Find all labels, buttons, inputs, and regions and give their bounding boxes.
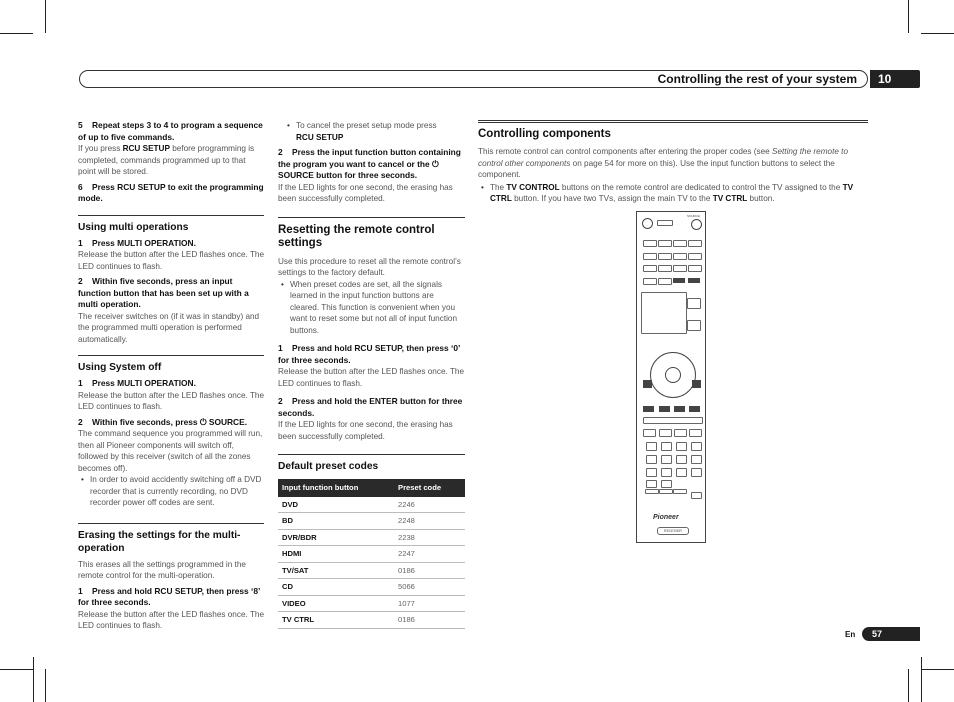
body-text [478,146,868,181]
body-text: Release the button after the LED flashes once. The LED continues to flash. [278,367,465,388]
column-header: Input function button [278,479,394,497]
cross-reference: Setting the remote to control other components [478,147,849,168]
remote-button [643,417,703,424]
language-label: En [845,630,856,639]
table-cell: 2238 [394,529,465,546]
section-heading: Default preset codes [278,454,465,473]
remote-button [673,489,687,494]
remote-button [659,489,673,494]
step-number: 2 [278,147,283,157]
step-number: 1 [78,585,83,596]
body-text: Release the button after the LED flashes once. The LED continues to flash. [78,609,265,630]
table-row [278,562,465,579]
body-text: on page 54 for more on this). Use the input function buttons to select the component. [478,158,835,179]
remote-button [658,265,672,272]
remote-button [658,240,672,247]
number-button [661,455,672,464]
number-button [676,468,687,477]
bullet-text: To cancel the preset setup mode press [296,121,437,130]
remote-button [643,380,652,388]
step-text: Press MULTI OPERATION. [92,237,196,248]
source-label: SOURCE [687,214,700,218]
body-text: before programming is completed, commands programmed up to that point will be stored. [78,144,255,176]
bullet-item: • When preset codes are set, all the signals learned in the input function buttons are cleared. This function is convenient when you want to reset some but not all of input function buttons. [278,279,465,337]
number-button [691,442,702,451]
table-row [278,595,465,612]
column-3 [478,120,868,205]
remote-button [692,380,701,388]
table-cell: 1077 [394,595,465,612]
table-cell: 2248 [394,513,465,530]
remote-button [643,406,654,412]
source-power-button [691,219,702,230]
key-name: TV CONTROL [506,182,560,192]
table-cell: TV CTRL [278,612,394,629]
table-cell: DVD [278,497,394,513]
table-row [278,546,465,563]
bullet-text: The [490,182,507,192]
remote-button [674,429,687,437]
step-number: 1 [278,343,283,353]
body-text: If the LED lights for one second, the erasing has been successfully completed. [278,182,453,203]
step-text: Within five seconds, press [92,416,200,427]
remote-control-illustration [636,211,706,543]
step-text: Press and hold RCU SETUP, then press ‘0’ for three seconds. [278,343,460,365]
step-text: Press RCU SETUP to exit the programming mode. [78,181,264,203]
receiver-mode-label: RECEIVER [657,527,689,535]
crop-mark [0,669,33,670]
power-icon: ⏻ [432,158,439,169]
remote-button [643,278,657,285]
remote-button [689,429,702,437]
table-cell: BD [278,513,394,530]
remote-button [688,278,700,283]
remote-button [646,480,657,488]
remote-button [657,220,673,226]
number-button [661,468,672,477]
column-1 [78,120,264,632]
table-row [278,612,465,629]
chapter-title: Controlling the rest of your system [657,72,857,86]
crop-mark [0,33,33,34]
section-heading: Using System off [78,355,264,374]
crop-mark [921,33,954,34]
crop-mark [921,657,922,702]
table-header-row [278,479,465,497]
chapter-number: 10 [870,70,920,88]
table-row [278,497,465,513]
key-name: TV CTRL [490,182,854,203]
crop-mark [45,669,46,702]
section-heading: Erasing the settings for the multi-operation [78,523,264,555]
section-heading: Controlling components [478,120,868,141]
step-text: Repeat steps 3 to 4 to program a sequence of up to five commands. [78,120,263,142]
remote-button [673,253,687,260]
bullet-item [478,182,868,205]
column-header: Preset code [394,479,465,497]
section-heading: Resetting the remote control settings [278,217,465,251]
table-row [278,529,465,546]
body-text: Release the button after the LED flashes once. The LED continues to flash. [78,250,265,271]
remote-button [645,489,659,494]
step-number: 2 [78,276,83,286]
body-text: Release the button after the LED flashes once. The LED continues to flash. [78,390,265,411]
remote-button [643,265,657,272]
page-number: 57 [862,627,920,641]
remote-button [643,429,656,437]
step-text: SOURCE button for three seconds. [278,170,418,180]
body-text: This remote control can control components after entering the proper codes (see [478,147,772,156]
bullet-text: button. [747,194,775,203]
bullet-item: • In order to avoid accidently switching off a DVD recorder that is currently recording, no DVD recorder power off codes are sent. [78,474,264,509]
remote-button [673,265,687,272]
remote-button [673,240,687,247]
body-text: The command sequence you programmed will run, then all Pioneer components will switch off, followed by this receiver (switch of all the zones becomes off). [78,429,263,473]
table-cell: 5066 [394,579,465,596]
step-number: 5 [78,120,83,130]
table-cell: 2247 [394,546,465,563]
number-button [676,455,687,464]
tv-control-panel [641,292,687,334]
table-cell: 2246 [394,497,465,513]
table-cell: CD [278,579,394,596]
table-cell: 0186 [394,612,465,629]
step-number: 2 [78,416,83,427]
body-text: Use this procedure to reset all the remote control’s settings to the factory default. [278,256,461,277]
table-cell: VIDEO [278,595,394,612]
step-text: Press MULTI OPERATION. [92,378,196,388]
key-name: RCU SETUP [122,144,170,153]
number-button [691,468,702,477]
remote-button [688,240,702,247]
bullet-item [284,120,465,143]
remote-button [658,278,672,285]
remote-button [688,253,702,260]
step-text: Within five seconds, press an input function button that has been set up with a multi operation. [78,276,249,309]
remote-button [691,492,702,499]
number-button [646,455,657,464]
crop-mark [45,0,46,33]
section-heading: Using multi operations [78,215,264,234]
crop-mark [921,669,954,670]
receiver-power-button [642,218,653,229]
number-button [646,442,657,451]
step-number: 2 [278,396,283,406]
remote-button [643,240,657,247]
step-text: SOURCE. [206,416,248,427]
enter-button [665,367,681,383]
crop-mark [908,0,909,33]
table-cell: HDMI [278,546,394,563]
key-name: TV CTRL [712,194,748,203]
crop-mark [33,657,34,702]
number-button [676,442,687,451]
step-text: Press and hold the ENTER button for three seconds. [278,396,463,418]
table-cell: DVR/BDR [278,529,394,546]
preset-code-table [278,479,465,629]
body-text: If the LED lights for one second, the erasing has been successfully completed. [278,420,453,441]
step-number: 6 [78,181,83,192]
remote-button [658,253,672,260]
table-row [278,513,465,530]
remote-button [689,406,700,412]
bullet-text: buttons on the remote control are dedicated to control the TV assigned to the [559,182,843,192]
table-cell: TV/SAT [278,562,394,579]
number-button [691,455,702,464]
column-2 [278,120,465,629]
remote-button [661,480,672,488]
step-text: Press and hold RCU SETUP, then press ‘8’ for three seconds. [78,585,260,607]
step-number: 1 [78,237,83,248]
remote-button [659,429,672,437]
body-text: This erases all the settings programmed in the remote control for the multi-operation. [78,559,246,580]
remote-button [643,253,657,260]
remote-button [687,298,701,309]
remote-button [688,265,702,272]
bullet-text: button. If you have two TVs, assign the main TV to the [511,194,713,203]
remote-button [673,278,685,283]
body-text: If you press [78,144,123,153]
remote-button [687,320,701,331]
number-button [661,442,672,451]
table-cell: 0186 [394,562,465,579]
remote-button [659,406,670,412]
crop-mark [908,669,909,702]
number-button [646,468,657,477]
body-text: The receiver switches on (if it was in standby) and the programmed multi operation is performed automatically. [78,311,260,344]
pioneer-logo: Pioneer [653,514,679,521]
step-number: 1 [78,378,83,388]
step-text: Press the input function button containing the program you want to cancel or the [278,147,461,169]
remote-button [674,406,685,412]
key-name: RCU SETUP [296,132,344,142]
table-row [278,579,465,596]
power-icon: ⏻ [199,416,207,427]
